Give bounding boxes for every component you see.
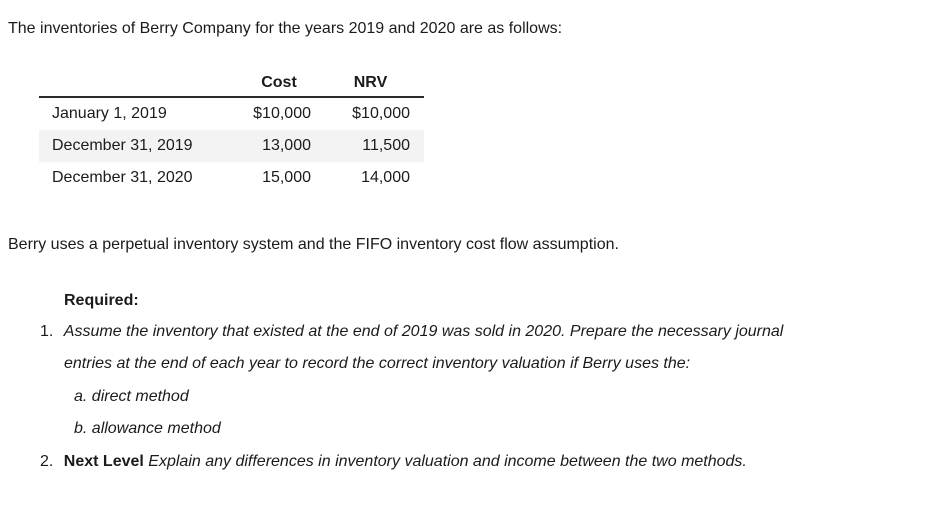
requirement-1b: b. allowance method xyxy=(74,420,221,437)
header-nrv: NRV xyxy=(353,74,388,91)
row-nrv: 11,500 xyxy=(362,137,410,154)
requirement-1-text-line1: Assume the inventory that existed at the end of 2019 was sold in 2020. Prepare the necessary journal xyxy=(63,323,784,340)
requirement-2-number: 2. xyxy=(40,453,54,470)
requirement-2-text: Explain any differences in inventory valuation and income between the two methods. xyxy=(148,453,747,470)
row-cost: $10,000 xyxy=(253,105,311,122)
requirement-1-number: 1. xyxy=(40,323,54,340)
row-cost: 15,000 xyxy=(262,169,311,186)
row-nrv: $10,000 xyxy=(352,105,410,122)
row-cost: 13,000 xyxy=(262,137,311,154)
system-paragraph: Berry uses a perpetual inventory system and the FIFO inventory cost flow assumption. xyxy=(8,236,619,253)
requirement-1a: a. direct method xyxy=(74,388,189,405)
table-row xyxy=(39,162,424,194)
required-heading: Required: xyxy=(64,292,139,309)
requirement-1-line1 xyxy=(40,316,783,348)
row-label: December 31, 2019 xyxy=(52,137,193,154)
row-nrv: 14,000 xyxy=(361,169,410,186)
row-label: January 1, 2019 xyxy=(52,105,167,122)
requirement-1-text-line2: entries at the end of each year to record the correct inventory valuation if Berry uses the: xyxy=(64,355,691,372)
header-cost: Cost xyxy=(261,74,297,91)
requirement-2-lead: Next Level xyxy=(63,453,144,470)
table-header xyxy=(39,70,424,98)
requirement-2 xyxy=(40,446,747,478)
table-row xyxy=(39,98,424,130)
intro-text: The inventories of Berry Company for the years 2019 and 2020 are as follows: xyxy=(8,20,563,37)
inventory-table xyxy=(39,70,424,194)
row-label: December 31, 2020 xyxy=(52,169,193,186)
table-row xyxy=(39,130,424,162)
